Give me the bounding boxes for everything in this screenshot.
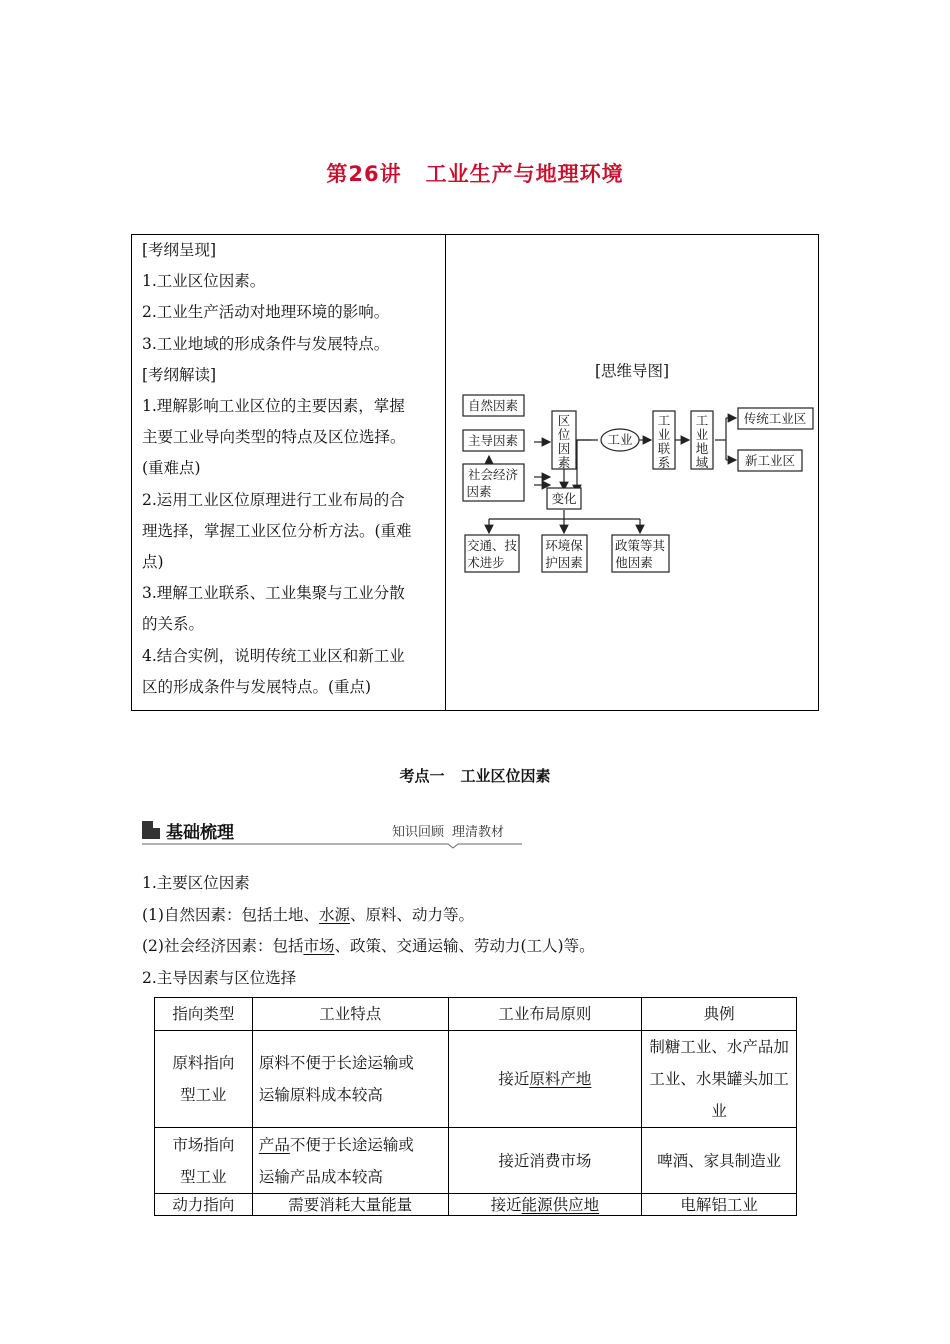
content-paragraph xyxy=(142,931,595,963)
location-char: 区 xyxy=(557,413,571,428)
cell-text: 接近 xyxy=(498,1070,530,1088)
cell-line: 原料不便于长途运输或 xyxy=(258,1054,414,1072)
table-cell xyxy=(155,1031,253,1128)
policy-label-1: 政策等其 xyxy=(614,538,666,553)
linkage-char: 业 xyxy=(657,427,671,442)
region-char: 地 xyxy=(695,441,709,456)
industry-label: 工业 xyxy=(607,432,633,447)
table-header-row xyxy=(155,998,797,1031)
transport-label-2: 术进步 xyxy=(467,555,505,570)
cell-line: 动力指向 xyxy=(172,1195,235,1214)
outline-line: 主要工业导向类型的特点及区位选择。 xyxy=(142,428,406,447)
table-header: 工业布局原则 xyxy=(448,998,642,1031)
location-char: 素 xyxy=(557,455,571,470)
region-char: 域 xyxy=(695,455,709,470)
table-header: 工业特点 xyxy=(252,998,448,1031)
cell-line: 原料指向 xyxy=(172,1054,235,1072)
table-cell xyxy=(252,1194,448,1216)
underlined-answer: 能源供应地 xyxy=(521,1195,600,1214)
content-heading: 1.主要区位因素 xyxy=(142,874,250,892)
table-cell xyxy=(642,1194,797,1216)
outline-line: 理选择，掌握工业区位分析方法。(重难 xyxy=(142,521,412,540)
cell-line: 型工业 xyxy=(180,1086,227,1104)
outline-item: 2.工业生产活动对地理环境的影响。 xyxy=(142,303,390,322)
cell-line: 运输产品成本较高 xyxy=(258,1167,383,1186)
table-row xyxy=(155,1031,797,1128)
outline-text xyxy=(132,235,446,710)
outline-item: 3.工业地域的形成条件与发展特点。 xyxy=(142,334,390,353)
socioeconomic-label-1: 社会经济 xyxy=(467,467,519,482)
table-cell xyxy=(642,1031,797,1128)
page-title xyxy=(0,158,950,188)
outline-line: (重难点) xyxy=(142,459,201,478)
content-paragraph xyxy=(142,900,595,932)
natural-factor-label: 自然因素 xyxy=(467,398,519,413)
banner-title: 基础梳理 xyxy=(166,823,234,843)
outline-heading: [考纲呈现] xyxy=(142,241,217,259)
underlined-answer: 市场 xyxy=(303,937,335,955)
environment-label-2: 护因素 xyxy=(545,555,583,570)
content-heading: 2.主导因素与区位选择 xyxy=(142,968,297,987)
lecture-number: 第26讲 xyxy=(326,162,402,186)
policy-label-2: 他因素 xyxy=(615,555,653,570)
table-row xyxy=(155,1194,797,1216)
new-zone-label: 新工业区 xyxy=(744,453,796,468)
table-cell xyxy=(252,1031,448,1128)
environment-label-1: 环境保 xyxy=(545,538,583,553)
table-header: 典例 xyxy=(642,998,797,1031)
section-title xyxy=(0,765,950,786)
location-char: 位 xyxy=(557,427,571,442)
cell-line: 工业、水果罐头加工 xyxy=(649,1070,789,1088)
underlined-answer: 原料产地 xyxy=(529,1070,592,1088)
cell-line: 市场指向 xyxy=(172,1135,235,1154)
cell-line: 不便于长途运输或 xyxy=(289,1135,414,1154)
cell-text: 接近 xyxy=(490,1195,522,1214)
transport-label-1: 交通、技 xyxy=(466,538,518,553)
location-table xyxy=(154,997,797,1216)
lecture-topic: 工业生产与地理环境 xyxy=(425,162,624,186)
text: (2)社会经济因素：包括 xyxy=(142,937,304,955)
table-cell xyxy=(155,1128,253,1194)
text: (1)自然因素：包括土地、 xyxy=(142,905,319,924)
outline-line: 3.理解工业联系、工业集聚与工业分散 xyxy=(142,584,405,603)
outline-box xyxy=(131,234,819,711)
traditional-zone-label: 传统工业区 xyxy=(743,411,807,426)
cell-line: 制糖工业、水产品加 xyxy=(649,1038,789,1056)
mindmap-title: [思维导图] xyxy=(594,362,670,380)
table-cell xyxy=(448,1128,642,1194)
cell-line: 运输原料成本较高 xyxy=(258,1086,383,1104)
banner-sub-2: 理清教材 xyxy=(452,825,505,840)
cell-line: 型工业 xyxy=(180,1167,227,1186)
dominant-factor-label: 主导因素 xyxy=(467,433,519,448)
banner-sub-1: 知识回顾 xyxy=(392,825,445,840)
outline-line: 的关系。 xyxy=(142,615,205,634)
table-header: 指向类型 xyxy=(155,998,253,1031)
linkage-char: 工 xyxy=(657,413,671,428)
table-cell xyxy=(642,1128,797,1194)
table-cell xyxy=(448,1194,642,1216)
region-char: 工 xyxy=(695,413,709,428)
change-label: 变化 xyxy=(551,491,577,506)
outline-line: 点) xyxy=(142,553,164,572)
table-cell xyxy=(155,1194,253,1216)
cell-line: 业 xyxy=(711,1102,727,1120)
outline-line: 区的形成条件与发展特点。(重点) xyxy=(142,677,372,696)
section-topic: 工业区位因素 xyxy=(460,767,551,785)
basic-review-banner xyxy=(142,818,522,848)
table-row xyxy=(155,1128,797,1194)
outline-line: 2.运用工业区位原理进行工业布局的合 xyxy=(142,490,405,509)
linkage-char: 系 xyxy=(657,455,671,470)
underlined-answer: 水源 xyxy=(318,905,350,924)
content-body xyxy=(142,868,595,994)
text: 、原料、动力等。 xyxy=(349,905,474,924)
table-cell xyxy=(252,1128,448,1194)
region-char: 业 xyxy=(695,427,709,442)
text: 、政策、交通运输、劳动力(工人)等。 xyxy=(334,937,595,955)
section-label: 考点一 xyxy=(399,767,445,785)
mindmap-panel xyxy=(446,235,818,710)
location-char: 因 xyxy=(557,441,571,456)
table-cell xyxy=(448,1031,642,1128)
banner-underline xyxy=(142,840,522,850)
cell-line: 需要消耗大量能量 xyxy=(288,1195,413,1214)
linkage-char: 联 xyxy=(657,441,671,456)
mindmap-diagram xyxy=(446,235,818,710)
socioeconomic-label-2: 因素 xyxy=(466,484,492,499)
outline-heading: [考纲解读] xyxy=(142,365,217,384)
outline-line: 1.理解影响工业区位的主要因素，掌握 xyxy=(142,397,405,416)
banner-square-icon xyxy=(142,821,160,839)
underlined-answer: 产品 xyxy=(258,1135,290,1154)
outline-item: 1.工业区位因素。 xyxy=(142,272,266,291)
cell-text: 接近消费市场 xyxy=(498,1151,592,1170)
cell-line: 啤酒、家具制造业 xyxy=(657,1151,782,1170)
outline-line: 4.结合实例，说明传统工业区和新工业 xyxy=(142,646,405,665)
banner-subtitle xyxy=(392,821,504,840)
cell-line: 电解铝工业 xyxy=(680,1195,758,1214)
